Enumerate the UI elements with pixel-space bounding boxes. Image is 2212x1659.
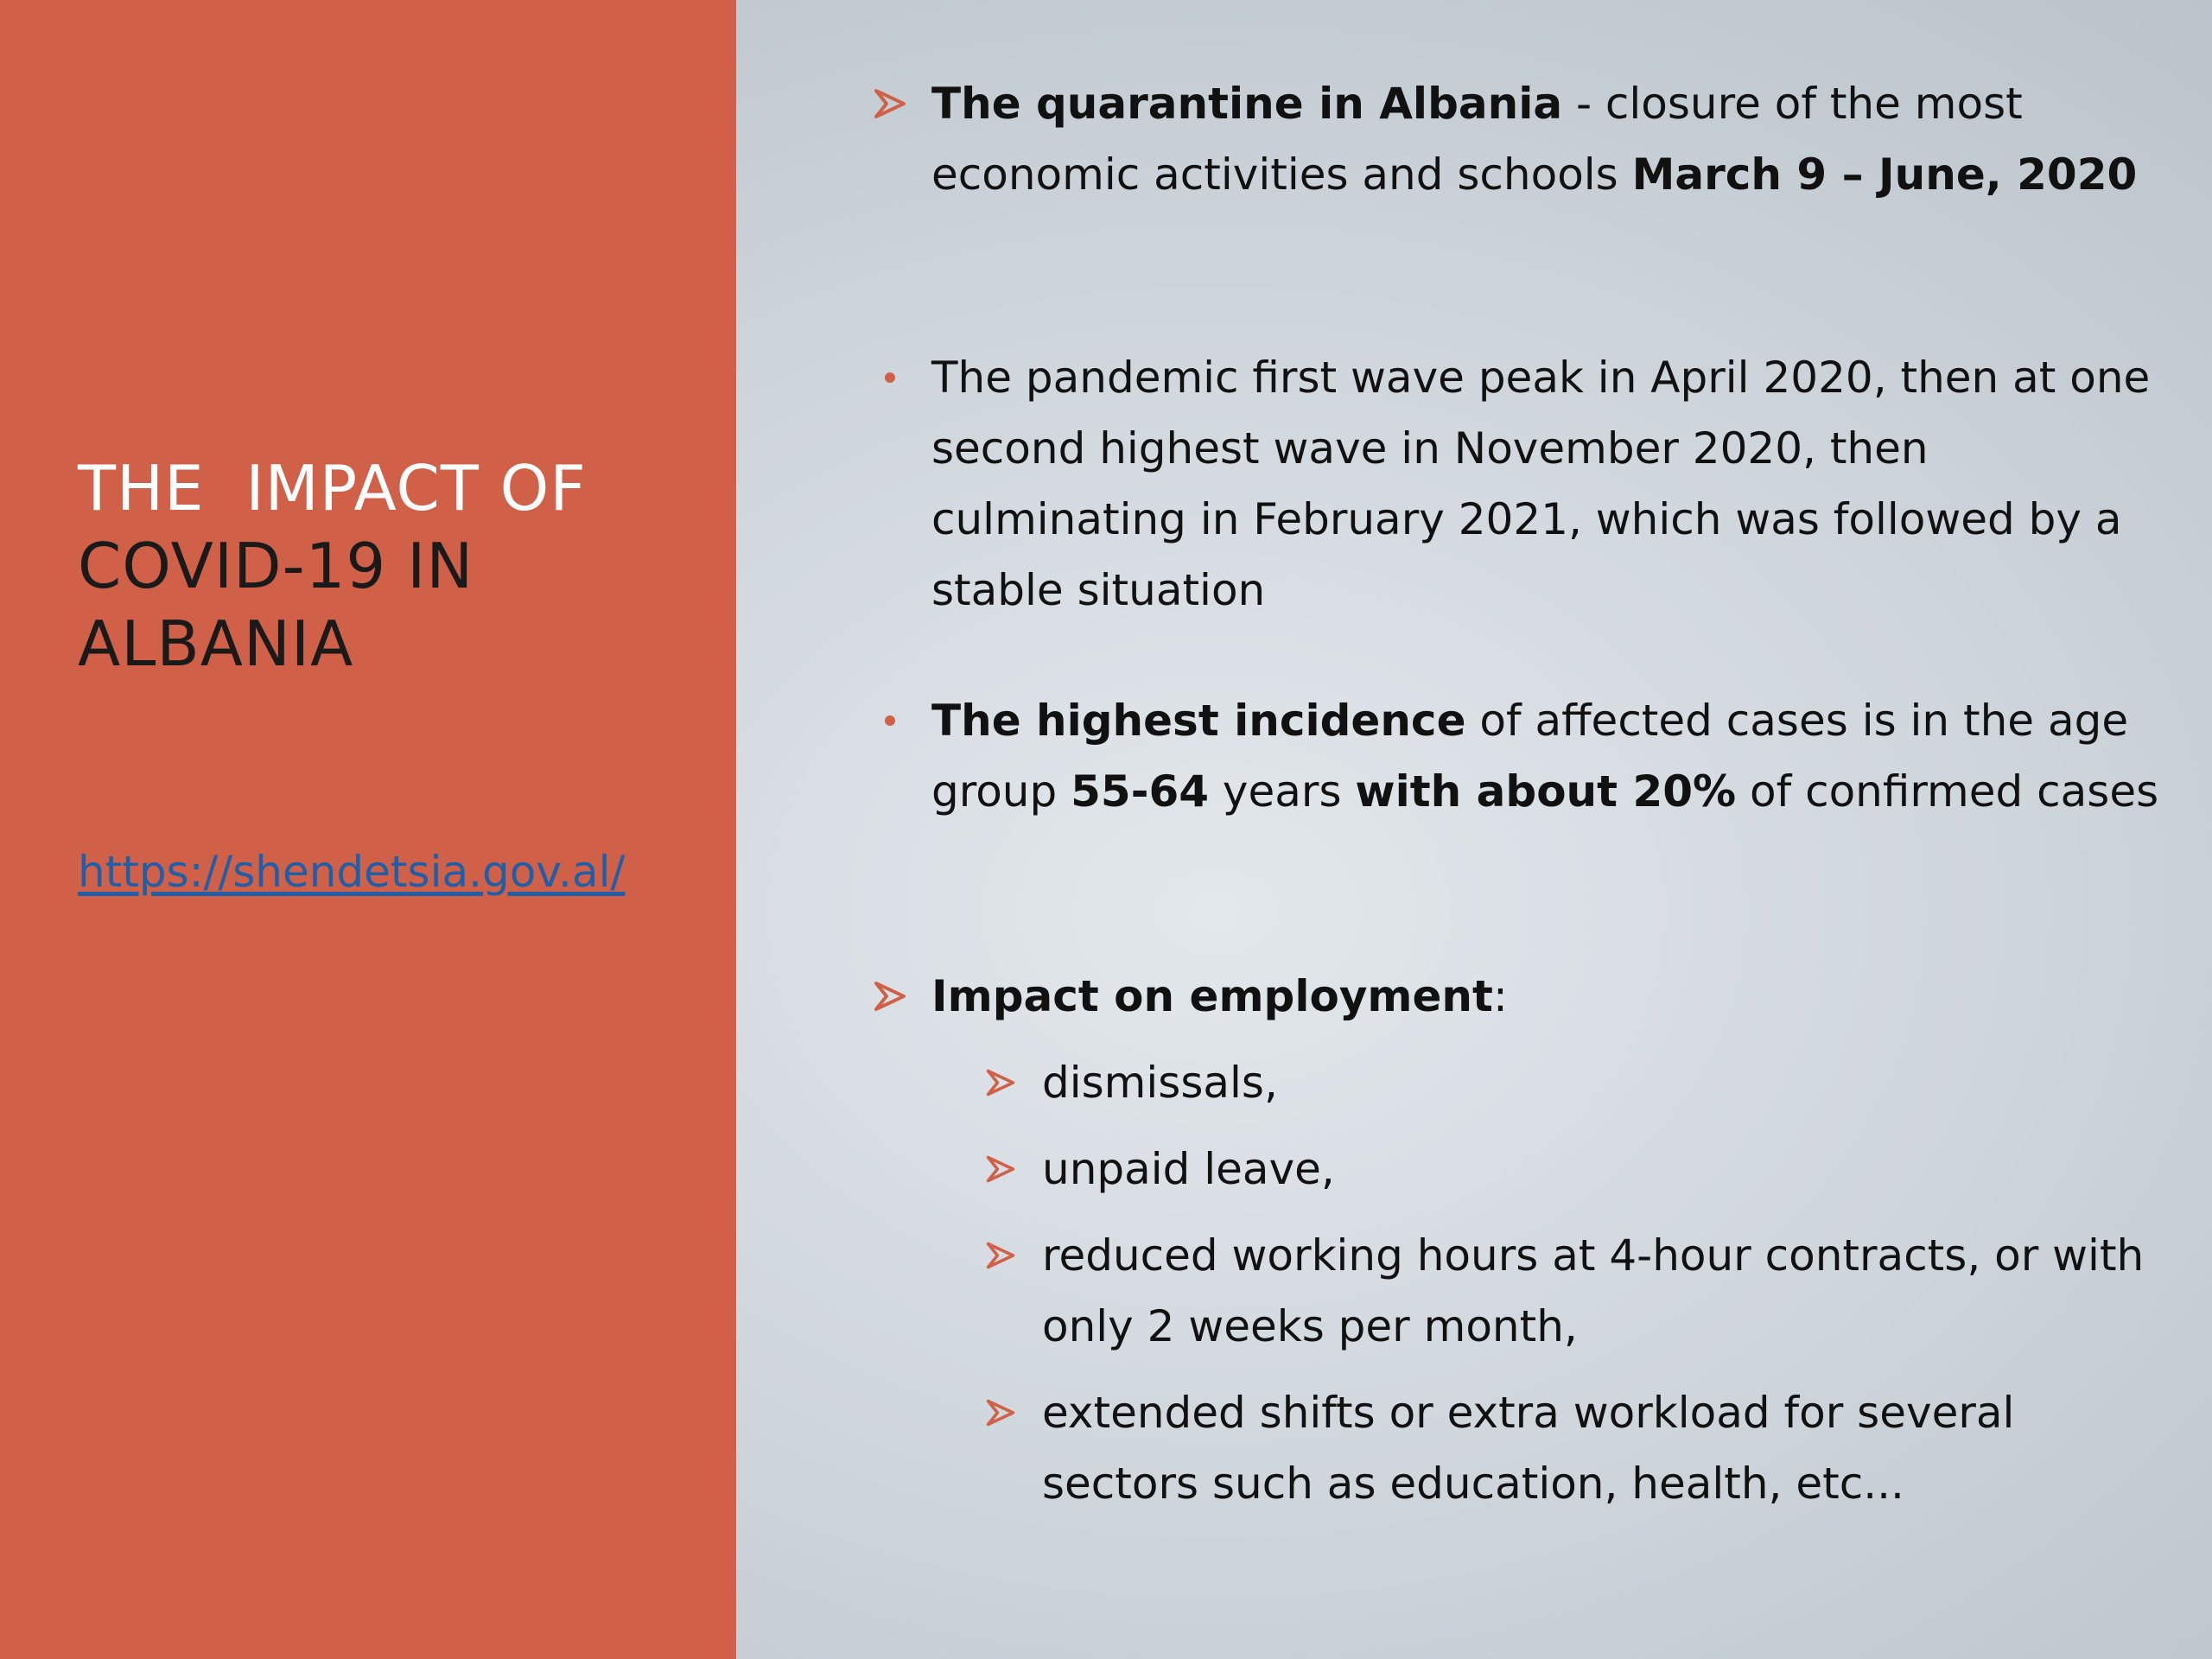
bullet-bold-lead: Impact on employment <box>931 971 1493 1021</box>
bullet-bold-percent: with about 20% <box>1355 766 1737 817</box>
sub-item-text: reduced working hours at 4-hour contracts, or with only 2 weeks per month, <box>1042 1230 2145 1351</box>
arrow-bullet-icon <box>864 68 916 139</box>
arrow-bullet-icon <box>975 1220 1027 1291</box>
arrow-bullet-icon <box>975 1134 1027 1205</box>
bullet-bold-lead: The quarantine in Albania <box>931 79 1563 129</box>
title-line-2: COVID-19 IN ALBANIA <box>78 530 474 680</box>
arrow-bullet-icon <box>975 1377 1027 1448</box>
title-line-1: THE IMPACT OF <box>78 452 587 524</box>
bullet-colon: : <box>1492 971 1508 1021</box>
sub-item-text: extended shifts or extra workload for several sectors such as education, health, etc... <box>1042 1388 2015 1509</box>
bullet-bold-date: March 9 – June, 2020 <box>1631 149 2138 200</box>
bullet-text-e: of confirmed cases <box>1736 766 2159 817</box>
dot-bullet-icon <box>864 342 916 413</box>
bullet-bold-age: 55-64 <box>1071 766 1210 817</box>
bullet-bold-lead: The highest incidence <box>931 696 1466 746</box>
bullet-text <box>931 68 2184 210</box>
bullet-text-a: of affected cases is in the age group <box>931 696 2129 817</box>
bullet-text-c: years <box>1209 766 1356 817</box>
left-panel <box>0 0 736 1659</box>
bullet-text: The pandemic first wave peak in April 2020, then at one second highest wave in November 2020, then culminating in February 2021, which was followed by a stable situation <box>931 353 2151 615</box>
slide-title <box>78 449 700 683</box>
sub-item-text: dismissals, <box>1042 1058 1278 1108</box>
source-link[interactable]: https://shendetsia.gov.al/ <box>78 847 626 897</box>
bullet-text <box>931 685 2184 827</box>
bullet-mid-text: - closure of the most economic activities and schools <box>931 79 2023 200</box>
dot-bullet-icon <box>864 685 916 756</box>
arrow-bullet-icon <box>975 1047 1027 1118</box>
arrow-bullet-icon <box>864 961 916 1032</box>
bullet-text <box>931 961 2184 1032</box>
sub-item-text: unpaid leave, <box>1042 1144 1335 1194</box>
